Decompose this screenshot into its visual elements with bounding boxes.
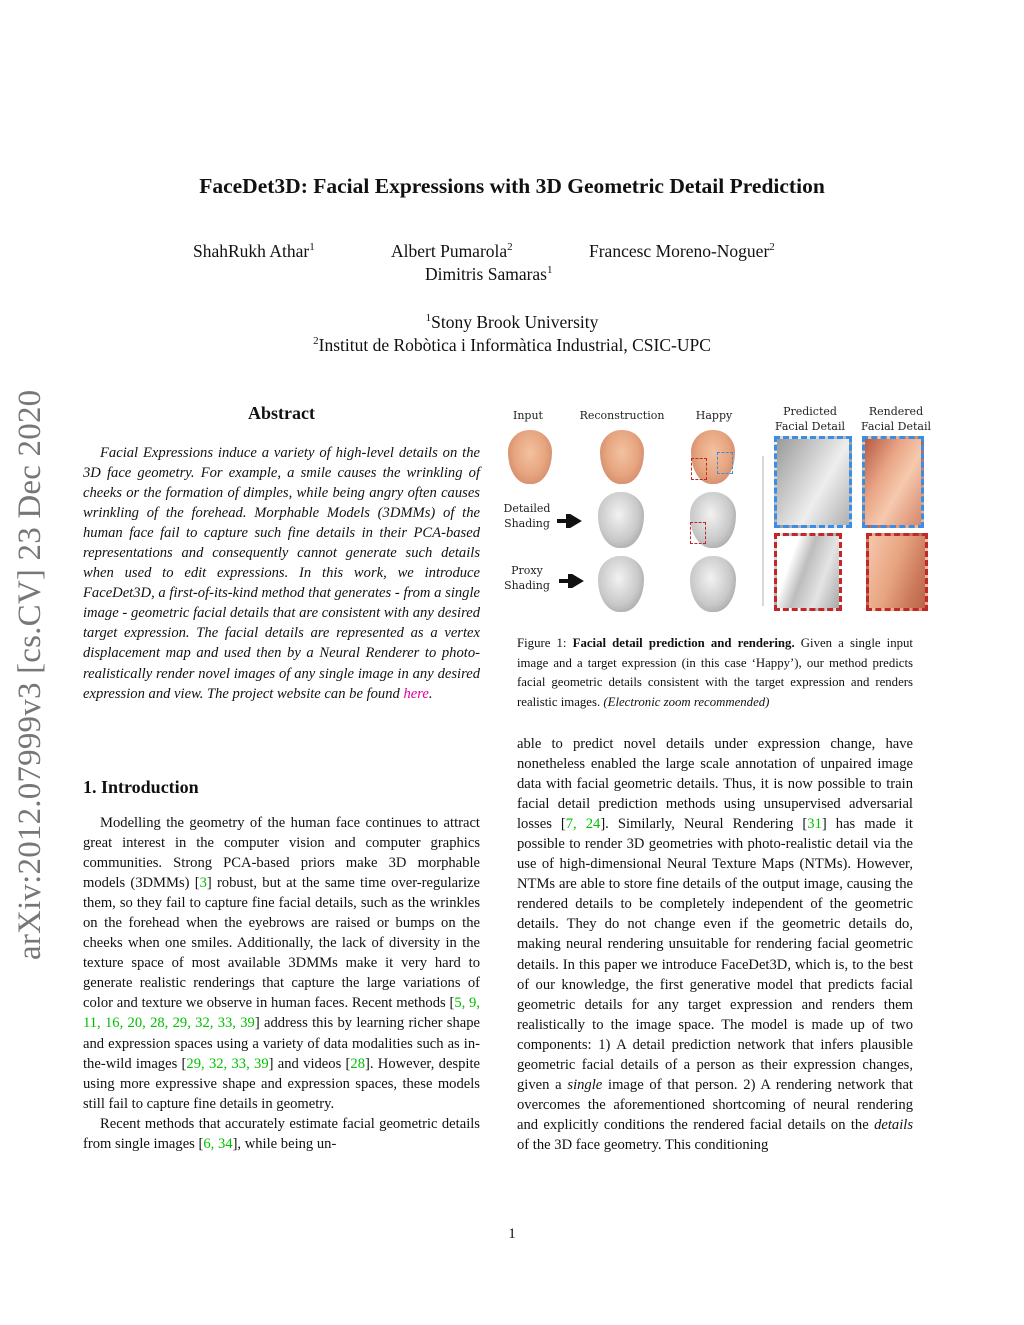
- arxiv-identifier: arXiv:2012.07999v3 [cs.CV] 23 Dec 2020: [12, 389, 48, 960]
- figure-col-label-rendered-detail: Rendered Facial Detail: [860, 405, 932, 433]
- figure-row-label-proxy-shading: Proxy Shading: [504, 564, 550, 592]
- paper-title: FaceDet3D: Facial Expressions with 3D Geometric Detail Prediction: [199, 174, 825, 198]
- figure-1: [498, 400, 938, 625]
- affiliation-1: $^1$Stony Brook University: [425, 312, 599, 332]
- affiliation-2: $^2$Institut de Robòtica i Informàtica Industrial, CSIC-UPC: [313, 335, 711, 355]
- abstract-heading: Abstract: [248, 403, 315, 423]
- rendered-detail-crop-blue: [862, 436, 924, 528]
- introduction-text-continued: able to predict novel details under expression change, have nonetheless enabled the large scale annotation of unpaired image data with facial geometric details. Thus, it is now possible to train facial detail prediction methods using unsupervised adversarial losses [7, 24]. Similarly, Neural Rendering [31] has made it possible to render 3D geometries with photo-realistic detail via the use of high-dimensional Neural Texture Maps (NTMs). However, NTMs are able to store fine details of the output image, causing the rendered details to be completely independent of the geometric details. They do not change even if the geometric details do, making neural rendering unsuitable for rendering facial geometric details. In this paper we introduce FaceDet3D, which is, to the best of our knowledge, the first generative model that predicts facial geometric details for any target expression and renders them realistically to the image space. The model is made up of two components: 1) A detail prediction network that infers plausible geometric facial details of a person as their expression changes, given a single image of that person. 2) A rendering network that overcomes the aforementioned shortcoming of neural rendering and explicitly conditions the rendered facial details on the details of the 3D face geometry. This conditioning: [517, 736, 913, 1153]
- page-number: 1: [508, 1226, 516, 1242]
- proxy-shading-reconstruction: [598, 556, 644, 612]
- detail-crop-marker: [690, 522, 706, 544]
- detail-crop-marker: [691, 458, 707, 480]
- predicted-detail-crop-blue: [774, 436, 852, 528]
- citation-link[interactable]: 28: [350, 1055, 365, 1072]
- figure-row-label-detailed-shading: Detailed Shading: [503, 502, 551, 530]
- figure-col-label-reconstruction: Reconstruction: [579, 409, 665, 422]
- citation-link[interactable]: 6, 34: [203, 1135, 233, 1152]
- rendered-detail-crop-red: [866, 533, 928, 611]
- input-face-image: [508, 430, 552, 484]
- citation-link[interactable]: 29, 32, 33, 39: [186, 1055, 269, 1072]
- introduction-text: Modelling the geometry of the human face continues to attract great interest in the computer vision and computer graphics communities. Strong PCA-based priors make 3D morphable models (3DMMs) [3] robust, but at the same time over-regularize them, so they fail to capture fine facial details, such as the wrinkles on the forehead when the eyebrows are raised or bumps on the cheeks when one smiles. Additionally, the lack of diversity in the texture space of most available 3DMMs make it very hard to generate realistic renderings that capture the large variations of color and texture we observe in human faces. Recent methods [5, 9, 11, 16, 20, 28, 29, 32, 33, 39] address this by learning richer shape and expression spaces using a variety of data modalities such as in-the-wild images [29, 32, 33, 39] and videos [28]. However, despite using more expressive shape and expression spaces, these models still fail to capture fine details in geometry. Recent methods that accurately estimate facial geometric details from single images [6, 34], while being un-: [83, 815, 481, 1152]
- section-heading-introduction: 1. Introduction: [83, 777, 199, 797]
- author-3: Francesc Moreno-Noguer$^2$: [589, 241, 775, 261]
- citation-link[interactable]: 7, 24: [565, 816, 601, 833]
- project-website-link[interactable]: here: [403, 685, 429, 702]
- arrow-right-icon: [556, 514, 582, 528]
- arrow-right-icon: [558, 574, 584, 588]
- detail-crop-marker: [717, 452, 733, 474]
- detailed-shading-reconstruction: [598, 492, 644, 548]
- citation-link[interactable]: 3: [199, 875, 207, 892]
- author-2: Albert Pumarola$^2$: [391, 241, 513, 261]
- author-4: Dimitris Samaras$^1$: [425, 264, 553, 284]
- citation-link[interactable]: 5, 9, 11, 16, 20, 28, 29, 32, 33, 39: [83, 995, 481, 1032]
- author-1: ShahRukh Athar$^1$: [193, 241, 315, 261]
- predicted-detail-crop-red: [774, 533, 842, 611]
- figure-1-caption: Figure 1: Facial detail prediction and rendering. Given a single input image and a target expression (in this case ‘Happy’), our method predicts facial geometric details consistent with the target expression and renders realistic images. (Electronic zoom recommended): [517, 636, 913, 709]
- figure-col-label-predicted-detail: Predicted Facial Detail: [774, 405, 846, 433]
- reconstruction-face-image: [600, 430, 644, 484]
- figure-col-label-input: Input: [513, 409, 543, 422]
- figure-col-label-happy: Happy: [695, 409, 733, 422]
- citation-link[interactable]: 31: [807, 816, 822, 833]
- abstract-text: Facial Expressions induce a variety of high-level details on the 3D face geometry. For example, a smile causes the wrinkling of cheeks or the formation of dimples, while being angry often causes wrinkling of the forehead. Morphable Models (3DMMs) of the human face fail to capture such fine details in their PCA-based representations and consequently cannot generate such details when used to edit expressions. In this work, we introduce FaceDet3D, a first-of-its-kind method that generates - from a single image - geometric facial details that are consistent with any desired target expression. The facial details are represented as a vertex displacement map and used then by a Neural Renderer to photo-realistically render novel images of any single image in any desired expression and view. The project website can be found here.: [83, 445, 480, 702]
- proxy-shading-happy: [690, 556, 736, 612]
- figure-divider: [762, 456, 764, 606]
